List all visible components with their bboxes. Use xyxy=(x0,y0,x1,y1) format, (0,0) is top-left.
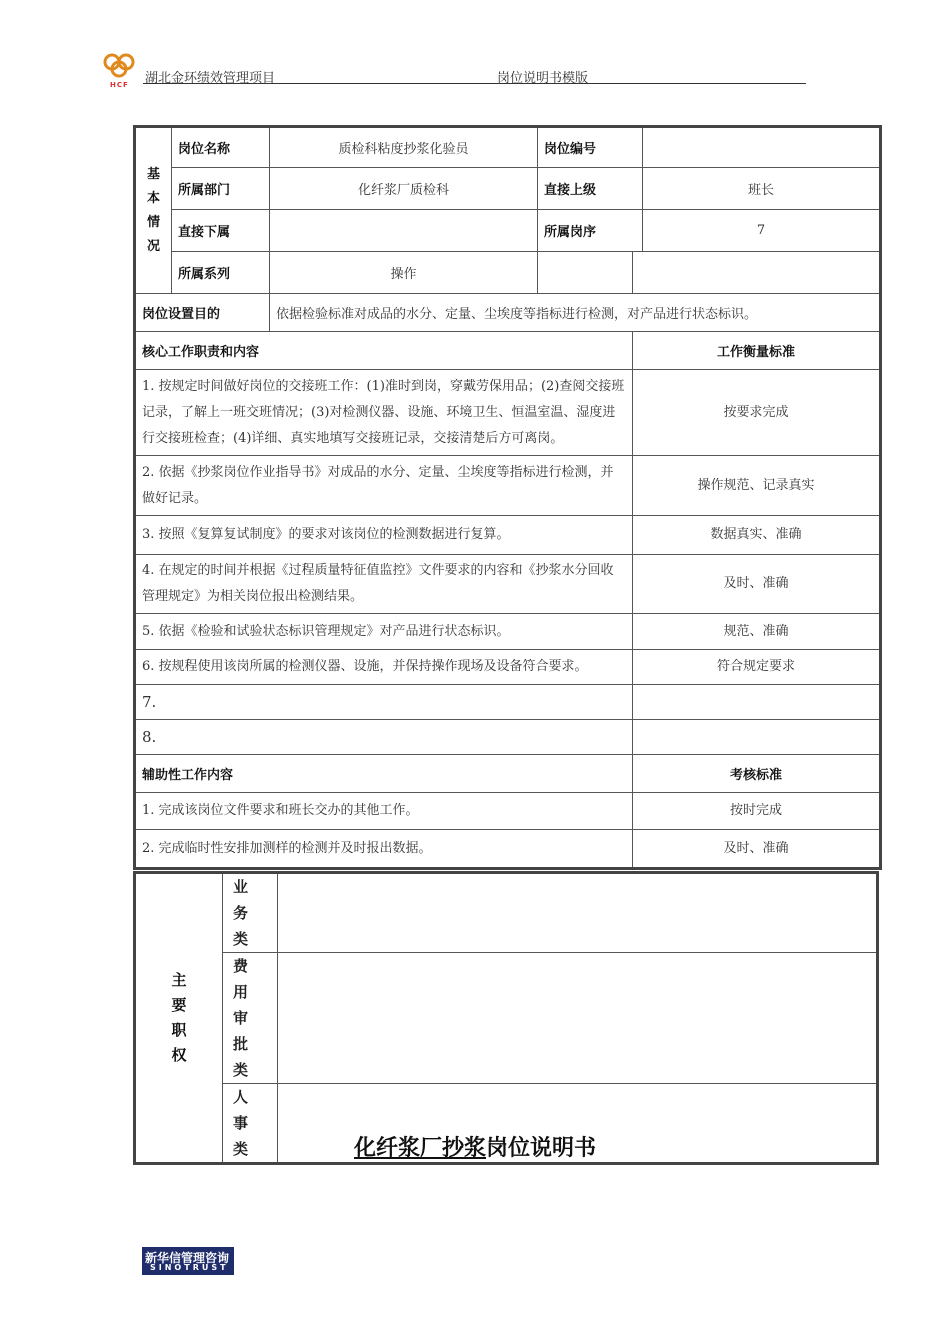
core-standard: 符合规定要求 xyxy=(633,650,881,685)
core-standard xyxy=(633,720,881,755)
core-item: 1. 按规定时间做好岗位的交接班工作：(1)准时到岗，穿戴劳保用品；(2)查阅交接班记录，了解上一班交班情况；(3)对检测仪器、设施、环境卫生、恒温室温、湿度进行交接班检查；(4)详细、真实地填写交接班记录，交接清楚后方可离岗。 xyxy=(135,370,633,456)
aux-standard: 及时、准确 xyxy=(633,830,881,869)
core-item-row xyxy=(135,555,881,614)
purpose-text: 依据检验标准对成品的水分、定量、尘埃度等指标进行检测，对产品进行状态标识。 xyxy=(270,294,881,332)
core-standard: 操作规范、记录真实 xyxy=(633,456,881,516)
power-category: 业务类 xyxy=(223,873,278,953)
field-label: 所属部门 xyxy=(172,168,270,210)
main-powers-label: 主 要 职 权 xyxy=(135,873,223,1164)
core-item-row xyxy=(135,685,881,720)
aux-standard-header: 考核标准 xyxy=(633,755,881,793)
field-value: 班长 xyxy=(643,168,881,210)
core-standard: 规范、准确 xyxy=(633,614,881,650)
core-item-row xyxy=(135,456,881,516)
header-divider xyxy=(143,83,806,84)
core-standard xyxy=(633,685,881,720)
header-doc-type: 岗位说明书模版 xyxy=(497,71,589,86)
core-item: 8. xyxy=(135,720,633,755)
power-row xyxy=(135,873,878,953)
basic-row xyxy=(135,168,881,210)
brand-en: SINOTRUST xyxy=(150,1263,229,1272)
basic-row xyxy=(135,210,881,252)
job-description-table xyxy=(133,125,882,870)
field-value: 质检科粘度抄浆化验员 xyxy=(270,127,538,168)
core-standard: 及时、准确 xyxy=(633,555,881,614)
logo xyxy=(100,52,138,82)
core-header-row xyxy=(135,332,881,370)
logo-icon xyxy=(100,52,138,82)
aux-standard: 按时完成 xyxy=(633,793,881,830)
core-item: 5. 依据《检验和试验状态标识管理规定》对产品进行状态标识。 xyxy=(135,614,633,650)
field-label: 所属系列 xyxy=(172,252,270,294)
power-content xyxy=(278,953,878,1084)
power-content xyxy=(278,873,878,953)
core-item-row xyxy=(135,370,881,456)
logo-text: HCF xyxy=(110,81,129,89)
field-label xyxy=(538,252,633,294)
basic-row xyxy=(135,252,881,294)
core-item: 2. 依据《抄浆岗位作业指导书》对成品的水分、定量、尘埃度等指标进行检测，并做好记录。 xyxy=(135,456,633,516)
core-item-row xyxy=(135,650,881,685)
core-item: 4. 在规定的时间并根据《过程质量特征值监控》文件要求的内容和《抄浆水分回收管理规定》为相关岗位报出检测结果。 xyxy=(135,555,633,614)
brand-cn: 新华信管理咨询 xyxy=(145,1251,230,1265)
header-project-name: 湖北金环绩效管理项目 xyxy=(145,71,276,86)
core-item: 6. 按规程使用该岗所属的检测仪器、设施，并保持操作现场及设备符合要求。 xyxy=(135,650,633,685)
purpose-label: 岗位设置目的 xyxy=(135,294,270,332)
power-category: 人事类 xyxy=(223,1084,278,1164)
title-underlined: 化纤浆厂抄浆 xyxy=(353,1136,486,1161)
field-value xyxy=(633,252,881,294)
field-value xyxy=(270,210,538,252)
aux-header: 辅助性工作内容 xyxy=(135,755,633,793)
field-label: 岗位编号 xyxy=(538,127,643,168)
field-value: 操作 xyxy=(270,252,538,294)
field-value: 化纤浆厂质检科 xyxy=(270,168,538,210)
aux-item: 2. 完成临时性安排加测样的检测并及时报出数据。 xyxy=(135,830,633,869)
aux-item: 1. 完成该岗位文件要求和班长交办的其他工作。 xyxy=(135,793,633,830)
field-label: 所属岗序 xyxy=(538,210,643,252)
core-item-row xyxy=(135,720,881,755)
core-header: 核心工作职责和内容 xyxy=(135,332,633,370)
field-label: 岗位名称 xyxy=(172,127,270,168)
core-standard-header: 工作衡量标准 xyxy=(633,332,881,370)
aux-item-row xyxy=(135,793,881,830)
core-standard: 数据真实、准确 xyxy=(633,516,881,555)
core-item-row xyxy=(135,516,881,555)
field-label: 直接下属 xyxy=(172,210,270,252)
field-label: 直接上级 xyxy=(538,168,643,210)
aux-header-row xyxy=(135,755,881,793)
core-item: 3. 按照《复算复试制度》的要求对该岗位的检测数据进行复算。 xyxy=(135,516,633,555)
aux-item-row xyxy=(135,830,881,869)
footer-brand-logo xyxy=(142,1247,234,1275)
power-category: 费用审批类 xyxy=(223,953,278,1084)
field-value: 7 xyxy=(643,210,881,252)
core-standard: 按要求完成 xyxy=(633,370,881,456)
basic-info-label: 基 本 情 况 xyxy=(135,127,172,294)
power-row xyxy=(135,953,878,1084)
purpose-row xyxy=(135,294,881,332)
basic-row xyxy=(135,127,881,168)
core-item: 7. xyxy=(135,685,633,720)
field-value xyxy=(643,127,881,168)
title-rest: 岗位说明书 xyxy=(486,1136,597,1161)
core-item-row xyxy=(135,614,881,650)
document-title xyxy=(0,1131,950,1162)
powers-table xyxy=(133,871,879,1165)
